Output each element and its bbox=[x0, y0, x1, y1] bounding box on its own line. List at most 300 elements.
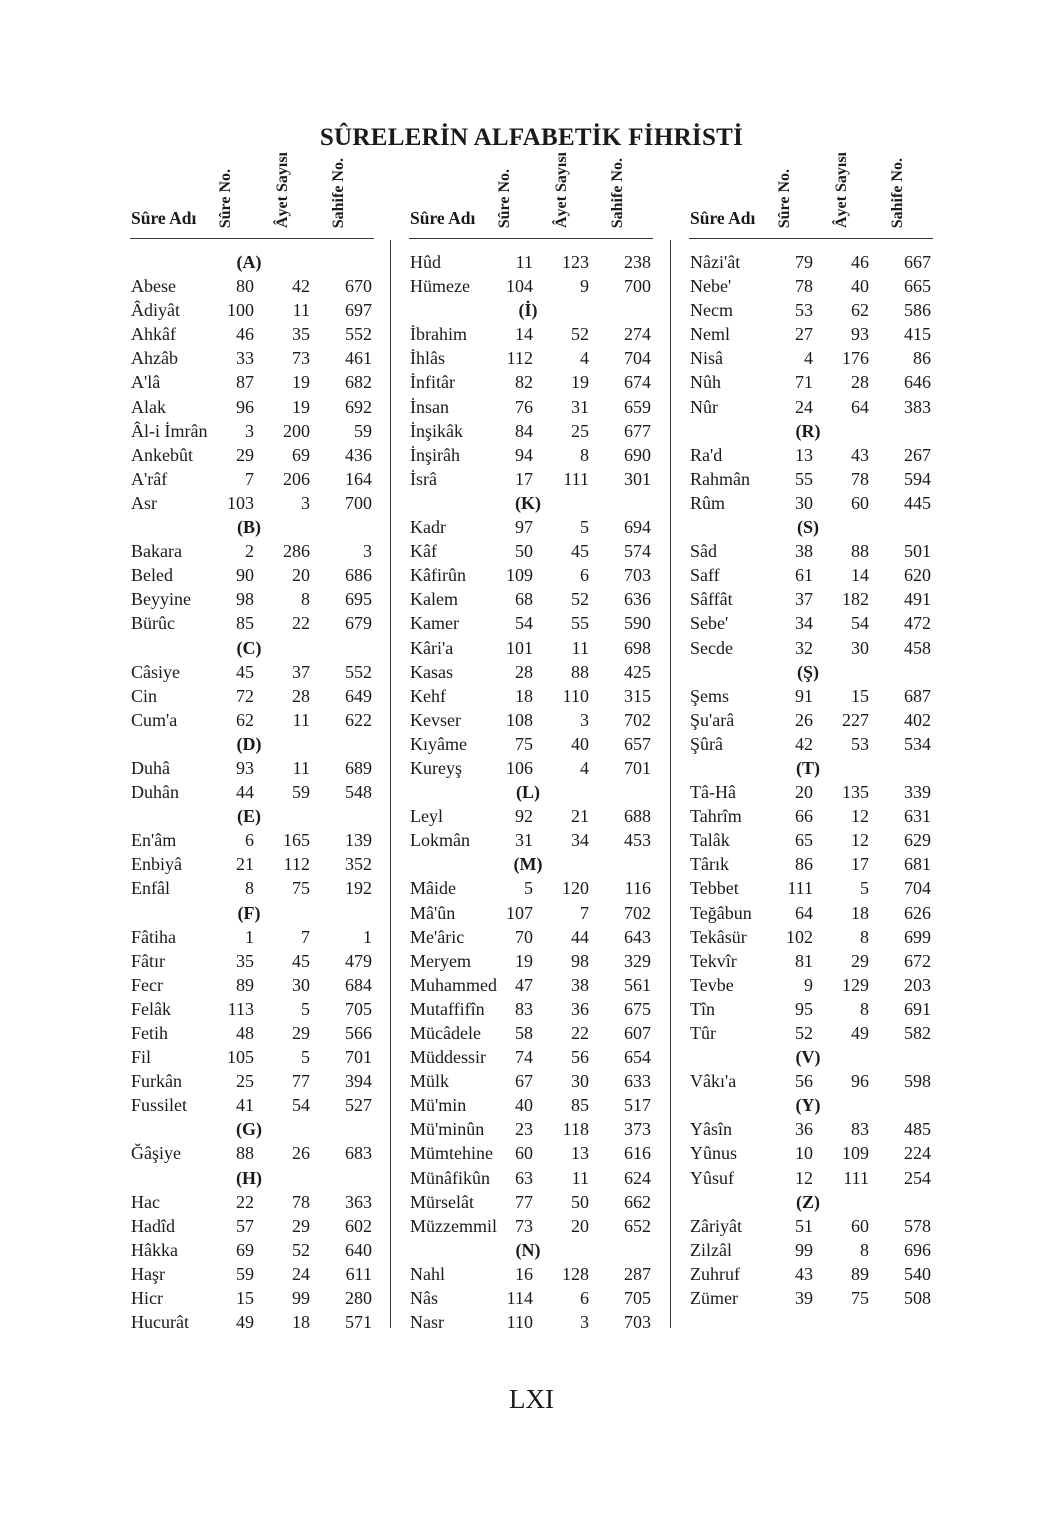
index-column-2 bbox=[409, 152, 653, 1334]
sure-name: Secde bbox=[690, 637, 733, 658]
letter-heading: (S) bbox=[797, 517, 819, 538]
sure-name: Beled bbox=[131, 565, 173, 586]
ayet-count: 182 bbox=[842, 589, 869, 610]
sure-row bbox=[689, 780, 933, 804]
sure-name: Mü'min bbox=[410, 1095, 467, 1116]
sure-number: 53 bbox=[795, 300, 813, 321]
page-ref: 352 bbox=[345, 854, 372, 875]
page-ref: 425 bbox=[624, 661, 651, 682]
ayet-count: 19 bbox=[292, 396, 310, 417]
ayet-count: 37 bbox=[292, 661, 310, 682]
sure-number: 28 bbox=[515, 661, 533, 682]
sure-name: A'râf bbox=[131, 468, 168, 489]
sure-number: 88 bbox=[236, 1143, 254, 1164]
sure-row bbox=[130, 660, 374, 684]
letter-heading-row bbox=[130, 636, 374, 660]
ayet-count: 62 bbox=[851, 300, 869, 321]
sure-name: A'lâ bbox=[131, 372, 161, 393]
sure-number: 105 bbox=[227, 1047, 254, 1068]
sure-row bbox=[689, 732, 933, 756]
sure-row bbox=[409, 756, 653, 780]
sure-row bbox=[130, 973, 374, 997]
sure-number: 94 bbox=[515, 444, 533, 465]
page-ref: 453 bbox=[624, 830, 651, 851]
page-ref: 280 bbox=[345, 1288, 372, 1309]
ayet-count: 49 bbox=[851, 1023, 869, 1043]
page-ref: 698 bbox=[624, 637, 651, 658]
ayet-count: 56 bbox=[571, 1047, 589, 1068]
page-ref: 688 bbox=[624, 806, 651, 827]
sure-name: Me'âric bbox=[410, 926, 465, 947]
column-divider bbox=[390, 240, 391, 1328]
ayet-count: 26 bbox=[292, 1143, 310, 1164]
letter-heading-row bbox=[689, 1190, 933, 1214]
sure-name: Abese bbox=[131, 276, 176, 297]
ayet-count: 200 bbox=[283, 420, 310, 441]
page-ref: 586 bbox=[904, 300, 931, 321]
page-ref: 694 bbox=[624, 517, 651, 538]
sure-number: 57 bbox=[236, 1215, 254, 1236]
sure-number: 11 bbox=[515, 252, 533, 272]
sure-number: 41 bbox=[236, 1095, 254, 1116]
ayet-count: 99 bbox=[292, 1288, 310, 1309]
page-ref: 238 bbox=[624, 252, 651, 272]
header-sure-adi: Sûre Adı bbox=[690, 208, 756, 228]
letter-heading-row bbox=[130, 732, 374, 756]
page-ref: 674 bbox=[624, 372, 651, 393]
page-ref: 667 bbox=[904, 252, 931, 272]
ayet-count: 11 bbox=[292, 300, 310, 321]
sure-name: Sâd bbox=[690, 541, 717, 562]
sure-number: 101 bbox=[506, 637, 533, 658]
sure-row bbox=[409, 1310, 653, 1334]
sure-row bbox=[130, 395, 374, 419]
ayet-count: 52 bbox=[571, 589, 589, 610]
sure-number: 83 bbox=[515, 998, 533, 1019]
ayet-count: 54 bbox=[292, 1095, 310, 1116]
sure-number: 30 bbox=[795, 492, 813, 513]
page-ref: 626 bbox=[904, 902, 931, 923]
sure-name: Kasas bbox=[410, 661, 453, 682]
sure-row bbox=[689, 876, 933, 900]
page-ref: 315 bbox=[624, 685, 651, 706]
page-ref: 164 bbox=[345, 468, 372, 489]
ayet-count: 17 bbox=[851, 854, 869, 875]
sure-number: 21 bbox=[236, 854, 254, 875]
page-ref: 701 bbox=[345, 1047, 372, 1068]
sure-row bbox=[130, 539, 374, 563]
page-ref: 640 bbox=[345, 1239, 372, 1260]
sure-number: 50 bbox=[515, 541, 533, 562]
sure-name: Nahl bbox=[410, 1263, 445, 1284]
page-ref: 517 bbox=[624, 1095, 651, 1116]
sure-number: 109 bbox=[506, 565, 533, 586]
sure-row bbox=[689, 298, 933, 322]
sure-number: 75 bbox=[515, 733, 533, 754]
sure-number: 70 bbox=[515, 926, 533, 947]
sure-row bbox=[409, 443, 653, 467]
letter-heading-row bbox=[689, 515, 933, 539]
letter-heading: (R) bbox=[795, 420, 821, 441]
letter-heading: (C) bbox=[236, 637, 262, 658]
ayet-count: 14 bbox=[851, 565, 869, 586]
ayet-count: 8 bbox=[301, 589, 310, 610]
page-ref: 383 bbox=[904, 396, 931, 417]
page-ref: 633 bbox=[624, 1071, 651, 1092]
sure-row bbox=[409, 876, 653, 900]
sure-number: 33 bbox=[236, 348, 254, 369]
page-ref: 690 bbox=[624, 444, 651, 465]
page-ref: 548 bbox=[345, 782, 372, 803]
sure-number: 7 bbox=[245, 468, 254, 489]
sure-name: Kâf bbox=[410, 541, 437, 562]
sure-name: Fâtiha bbox=[131, 926, 176, 947]
page-ref: 479 bbox=[345, 950, 372, 971]
header-ayet-sayisi: Âyet Sayısı bbox=[274, 152, 291, 228]
sure-name: Kadr bbox=[410, 517, 446, 538]
header-sure-no: Sûre No. bbox=[217, 168, 234, 228]
sure-row bbox=[130, 467, 374, 491]
sure-name: Asr bbox=[131, 492, 157, 513]
sure-name: Lokmân bbox=[410, 830, 470, 851]
sure-row bbox=[689, 684, 933, 708]
column-header bbox=[409, 152, 653, 239]
sure-name: Mümtehine bbox=[410, 1143, 493, 1164]
sure-name: Zuhruf bbox=[690, 1263, 740, 1284]
sure-name: Müddessir bbox=[410, 1047, 486, 1068]
sure-row bbox=[130, 1238, 374, 1262]
page-number: LXI bbox=[509, 1384, 554, 1414]
page-ref: 704 bbox=[904, 878, 931, 899]
sure-row bbox=[409, 660, 653, 684]
sure-name: İnfitâr bbox=[410, 372, 455, 393]
sure-number: 92 bbox=[515, 806, 533, 827]
sure-row bbox=[409, 467, 653, 491]
ayet-count: 96 bbox=[851, 1071, 869, 1092]
sure-name: Şûrâ bbox=[690, 733, 723, 754]
ayet-count: 18 bbox=[851, 902, 869, 923]
page-ref: 402 bbox=[904, 709, 931, 730]
sure-name: Kâfirûn bbox=[410, 565, 466, 586]
column-divider bbox=[670, 240, 671, 1328]
sure-number: 97 bbox=[515, 517, 533, 538]
sure-number: 60 bbox=[515, 1143, 533, 1164]
page-ref: 566 bbox=[345, 1023, 372, 1043]
sure-number: 55 bbox=[795, 468, 813, 489]
sure-number: 100 bbox=[227, 300, 254, 321]
ayet-count: 165 bbox=[283, 830, 310, 851]
page-ref: 287 bbox=[624, 1263, 651, 1284]
sure-number: 18 bbox=[515, 685, 533, 706]
sure-row bbox=[409, 250, 653, 274]
sure-number: 71 bbox=[795, 372, 813, 393]
sure-row bbox=[130, 563, 374, 587]
ayet-count: 109 bbox=[842, 1143, 869, 1164]
ayet-count: 11 bbox=[571, 1167, 589, 1188]
sure-row bbox=[689, 1262, 933, 1286]
ayet-count: 53 bbox=[851, 733, 869, 754]
sure-name: Enbiyâ bbox=[131, 854, 182, 875]
page-ref: 552 bbox=[345, 324, 372, 345]
page-ref: 703 bbox=[624, 1312, 651, 1333]
page-title: SÛRELERİN ALFABETİK FİHRİSTİ bbox=[319, 124, 744, 151]
page-ref: 702 bbox=[624, 709, 651, 730]
sure-name: Leyl bbox=[410, 806, 443, 827]
page-ref: 705 bbox=[345, 998, 372, 1019]
sure-name: Bürûc bbox=[131, 613, 175, 634]
sure-name: Sâffât bbox=[690, 589, 733, 610]
sure-number: 13 bbox=[795, 444, 813, 465]
sure-name: Meryem bbox=[410, 950, 471, 971]
ayet-count: 28 bbox=[292, 685, 310, 706]
sure-row bbox=[689, 443, 933, 467]
sure-name: Yûsuf bbox=[690, 1167, 734, 1188]
ayet-count: 24 bbox=[292, 1263, 310, 1284]
sure-name: Kalem bbox=[410, 589, 458, 610]
sure-name: Ra'd bbox=[690, 444, 723, 465]
page-ref: 701 bbox=[624, 757, 651, 778]
sure-number: 68 bbox=[515, 589, 533, 610]
sure-number: 67 bbox=[515, 1071, 533, 1092]
ayet-count: 7 bbox=[580, 902, 589, 923]
ayet-count: 5 bbox=[301, 998, 310, 1019]
page-ref: 394 bbox=[345, 1071, 372, 1092]
sure-row bbox=[409, 419, 653, 443]
sure-row bbox=[409, 708, 653, 732]
page-ref: 116 bbox=[624, 878, 651, 899]
sure-row bbox=[409, 1166, 653, 1190]
letter-heading: (A) bbox=[236, 252, 262, 272]
ayet-count: 60 bbox=[851, 1215, 869, 1236]
sure-number: 56 bbox=[795, 1071, 813, 1092]
sure-name: Sebe' bbox=[690, 613, 729, 634]
sure-row bbox=[409, 973, 653, 997]
ayet-count: 30 bbox=[851, 637, 869, 658]
sure-name: Nisâ bbox=[690, 348, 723, 369]
page-ref: 681 bbox=[904, 854, 931, 875]
sure-name: Tâ-Hâ bbox=[690, 782, 736, 803]
page-ref: 86 bbox=[913, 348, 931, 369]
letter-heading: (M) bbox=[513, 854, 543, 875]
sure-name: Yûnus bbox=[690, 1143, 738, 1164]
sure-number: 9 bbox=[804, 974, 813, 995]
sure-name: Fussilet bbox=[131, 1095, 188, 1116]
ayet-count: 8 bbox=[860, 926, 869, 947]
ayet-count: 29 bbox=[851, 950, 869, 971]
sure-name: Câsiye bbox=[131, 661, 180, 682]
sure-number: 85 bbox=[236, 613, 254, 634]
ayet-count: 120 bbox=[562, 878, 589, 899]
ayet-count: 42 bbox=[292, 276, 310, 297]
ayet-count: 3 bbox=[580, 1312, 589, 1333]
sure-number: 2 bbox=[245, 541, 254, 562]
page-ref: 339 bbox=[904, 782, 931, 803]
sure-number: 77 bbox=[515, 1191, 533, 1212]
sure-number: 113 bbox=[227, 998, 254, 1019]
page-ref: 703 bbox=[624, 565, 651, 586]
sure-name: Nâs bbox=[410, 1288, 438, 1309]
ayet-count: 45 bbox=[292, 950, 310, 971]
sure-row bbox=[689, 611, 933, 635]
page-ref: 254 bbox=[904, 1167, 931, 1188]
letter-heading-row bbox=[130, 515, 374, 539]
sure-number: 65 bbox=[795, 830, 813, 851]
sure-row bbox=[689, 901, 933, 925]
sure-number: 112 bbox=[506, 348, 533, 369]
ayet-count: 123 bbox=[562, 252, 589, 272]
sure-number: 38 bbox=[795, 541, 813, 562]
letter-heading: (B) bbox=[237, 517, 261, 538]
ayet-count: 129 bbox=[842, 974, 869, 995]
sure-name: Nebe' bbox=[690, 276, 732, 297]
sure-row bbox=[130, 1262, 374, 1286]
sure-row bbox=[689, 1021, 933, 1045]
sure-row bbox=[409, 274, 653, 298]
sure-name: Mülk bbox=[410, 1071, 450, 1092]
page-ref: 696 bbox=[904, 1239, 931, 1260]
page-ref: 682 bbox=[345, 372, 372, 393]
letter-heading: (F) bbox=[237, 902, 261, 923]
sure-row bbox=[689, 804, 933, 828]
letter-heading-row bbox=[130, 250, 374, 274]
sure-number: 39 bbox=[795, 1288, 813, 1309]
sure-name: Nasr bbox=[410, 1312, 444, 1333]
sure-name: Kehf bbox=[410, 685, 446, 706]
page-ref: 672 bbox=[904, 950, 931, 971]
sure-number: 15 bbox=[236, 1288, 254, 1309]
ayet-count: 4 bbox=[580, 757, 589, 778]
sure-name: Tevbe bbox=[690, 974, 734, 995]
ayet-count: 46 bbox=[851, 252, 869, 272]
ayet-count: 11 bbox=[292, 709, 310, 730]
ayet-count: 35 bbox=[292, 324, 310, 345]
letter-heading-row bbox=[689, 660, 933, 684]
sure-name: Kureyş bbox=[410, 757, 462, 778]
sure-number: 87 bbox=[236, 372, 254, 393]
sure-row bbox=[689, 1069, 933, 1093]
ayet-count: 40 bbox=[571, 733, 589, 754]
sure-name: Şu'arâ bbox=[690, 709, 735, 730]
sure-number: 19 bbox=[515, 950, 533, 971]
sure-number: 35 bbox=[236, 950, 254, 971]
sure-number: 107 bbox=[506, 902, 533, 923]
page-ref: 552 bbox=[345, 661, 372, 682]
sure-name: Zâriyât bbox=[690, 1215, 742, 1236]
sure-row bbox=[689, 467, 933, 491]
sure-row bbox=[130, 1310, 374, 1334]
sure-number: 5 bbox=[524, 878, 533, 899]
sure-row bbox=[689, 587, 933, 611]
sure-number: 78 bbox=[795, 276, 813, 297]
sure-row bbox=[130, 925, 374, 949]
page-ref: 700 bbox=[345, 492, 372, 513]
ayet-count: 6 bbox=[580, 565, 589, 586]
sure-number: 47 bbox=[515, 974, 533, 995]
sure-number: 37 bbox=[795, 589, 813, 610]
sure-row bbox=[409, 1214, 653, 1238]
page-ref: 363 bbox=[345, 1191, 372, 1212]
ayet-count: 21 bbox=[571, 806, 589, 827]
sure-number: 74 bbox=[515, 1047, 533, 1068]
sure-number: 43 bbox=[795, 1263, 813, 1284]
ayet-count: 111 bbox=[843, 1167, 869, 1188]
ayet-count: 6 bbox=[580, 1288, 589, 1309]
sure-number: 80 bbox=[236, 276, 254, 297]
sure-number: 81 bbox=[795, 950, 813, 971]
ayet-count: 38 bbox=[571, 974, 589, 995]
sure-row bbox=[130, 1286, 374, 1310]
ayet-count: 52 bbox=[292, 1239, 310, 1260]
ayet-count: 18 bbox=[292, 1312, 310, 1333]
sure-name: Hûd bbox=[410, 252, 441, 272]
sure-number: 106 bbox=[506, 757, 533, 778]
page-ref: 534 bbox=[904, 733, 931, 754]
sure-row bbox=[130, 346, 374, 370]
page-ref: 616 bbox=[624, 1143, 651, 1164]
ayet-count: 227 bbox=[842, 709, 869, 730]
sure-name: Alak bbox=[131, 396, 166, 417]
sure-name: Fetih bbox=[131, 1023, 169, 1043]
ayet-count: 20 bbox=[571, 1215, 589, 1236]
sure-name: Muhammed bbox=[410, 974, 497, 995]
sure-number: 72 bbox=[236, 685, 254, 706]
sure-name: İbrahim bbox=[410, 324, 467, 345]
index-rows bbox=[409, 250, 653, 1334]
page-ref: 702 bbox=[624, 902, 651, 923]
ayet-count: 19 bbox=[571, 372, 589, 393]
ayet-count: 28 bbox=[851, 372, 869, 393]
page-ref: 527 bbox=[345, 1095, 372, 1116]
sure-row bbox=[689, 997, 933, 1021]
sure-row bbox=[689, 1117, 933, 1141]
sure-name: Duhân bbox=[131, 782, 179, 803]
page-ref: 594 bbox=[904, 468, 931, 489]
sure-number: 14 bbox=[515, 324, 533, 345]
sure-number: 26 bbox=[795, 709, 813, 730]
sure-row bbox=[689, 395, 933, 419]
sure-name: Hucurât bbox=[131, 1312, 189, 1333]
sure-row bbox=[130, 1190, 374, 1214]
sure-name: Kamer bbox=[410, 613, 459, 634]
page-ref: 571 bbox=[345, 1312, 372, 1333]
page-ref: 624 bbox=[624, 1167, 651, 1188]
sure-row bbox=[130, 852, 374, 876]
letter-heading: (L) bbox=[516, 782, 540, 803]
letter-heading: (H) bbox=[236, 1167, 262, 1188]
sure-name: İsrâ bbox=[410, 468, 437, 489]
sure-row bbox=[130, 780, 374, 804]
page-ref: 677 bbox=[624, 420, 651, 441]
sure-name: Mutaffifîn bbox=[410, 998, 485, 1019]
header-ayet-sayisi: Âyet Sayısı bbox=[553, 152, 570, 228]
ayet-count: 22 bbox=[571, 1023, 589, 1043]
sure-row bbox=[689, 925, 933, 949]
ayet-count: 15 bbox=[851, 685, 869, 706]
page-ref: 675 bbox=[624, 998, 651, 1019]
sure-name: İnsan bbox=[410, 396, 449, 417]
page-ref: 657 bbox=[624, 733, 651, 754]
sure-row bbox=[689, 1238, 933, 1262]
sure-number: 64 bbox=[795, 902, 813, 923]
sure-name: Talâk bbox=[690, 830, 730, 851]
ayet-count: 13 bbox=[571, 1143, 589, 1164]
sure-row bbox=[409, 1021, 653, 1045]
sure-number: 25 bbox=[236, 1071, 254, 1092]
page-ref: 491 bbox=[904, 589, 931, 610]
page-ref: 700 bbox=[624, 276, 651, 297]
ayet-count: 3 bbox=[580, 709, 589, 730]
sure-name: Felâk bbox=[131, 998, 171, 1019]
